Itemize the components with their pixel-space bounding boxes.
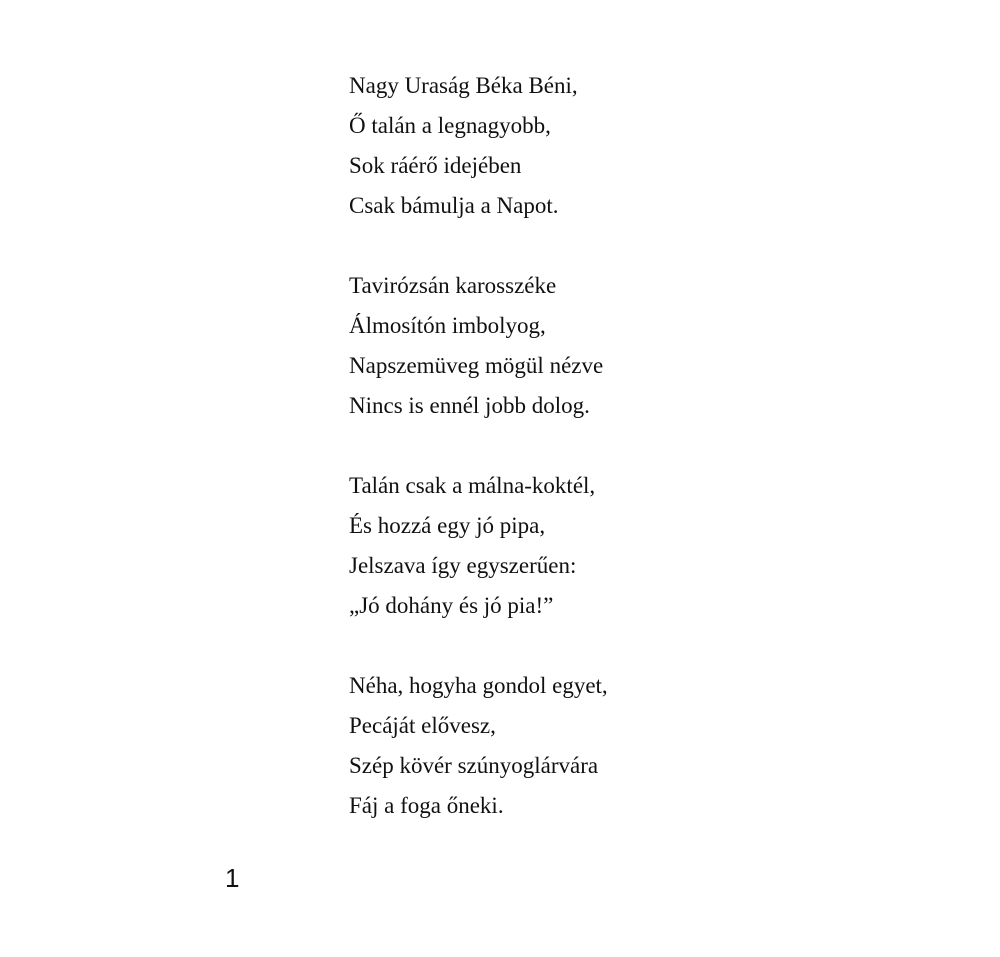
poem — [349, 66, 608, 866]
poem-line: Csak bámulja a Napot. — [349, 193, 559, 218]
poem-line: Jelszava így egyszerűen: — [349, 553, 577, 578]
stanza — [349, 66, 608, 226]
poem-line: Nincs is ennél jobb dolog. — [349, 393, 590, 418]
poem-line: Álmosítón imbolyog, — [349, 313, 546, 338]
poem-line: Talán csak a málna-koktél, — [349, 473, 596, 498]
poem-line: Szép kövér szúnyoglárvára — [349, 753, 599, 778]
poem-line: Nagy Uraság Béka Béni, — [349, 73, 578, 98]
poem-line: És hozzá egy jó pipa, — [349, 513, 546, 538]
poem-line: Napszemüveg mögül nézve — [349, 353, 604, 378]
page-number: 1 — [225, 863, 240, 893]
stanza — [349, 666, 608, 826]
poem-line: „Jó dohány és jó pia!” — [349, 593, 554, 618]
poem-line: Pecáját elővesz, — [349, 713, 496, 738]
stanza — [349, 266, 608, 426]
poem-line: Néha, hogyha gondol egyet, — [349, 673, 608, 698]
poem-line: Tavirózsán karosszéke — [349, 273, 557, 298]
poem-line: Sok ráérő idejében — [349, 153, 522, 178]
stanza — [349, 466, 608, 626]
poem-line: Ő talán a legnagyobb, — [349, 113, 551, 138]
poem-line: Fáj a foga őneki. — [349, 793, 504, 818]
